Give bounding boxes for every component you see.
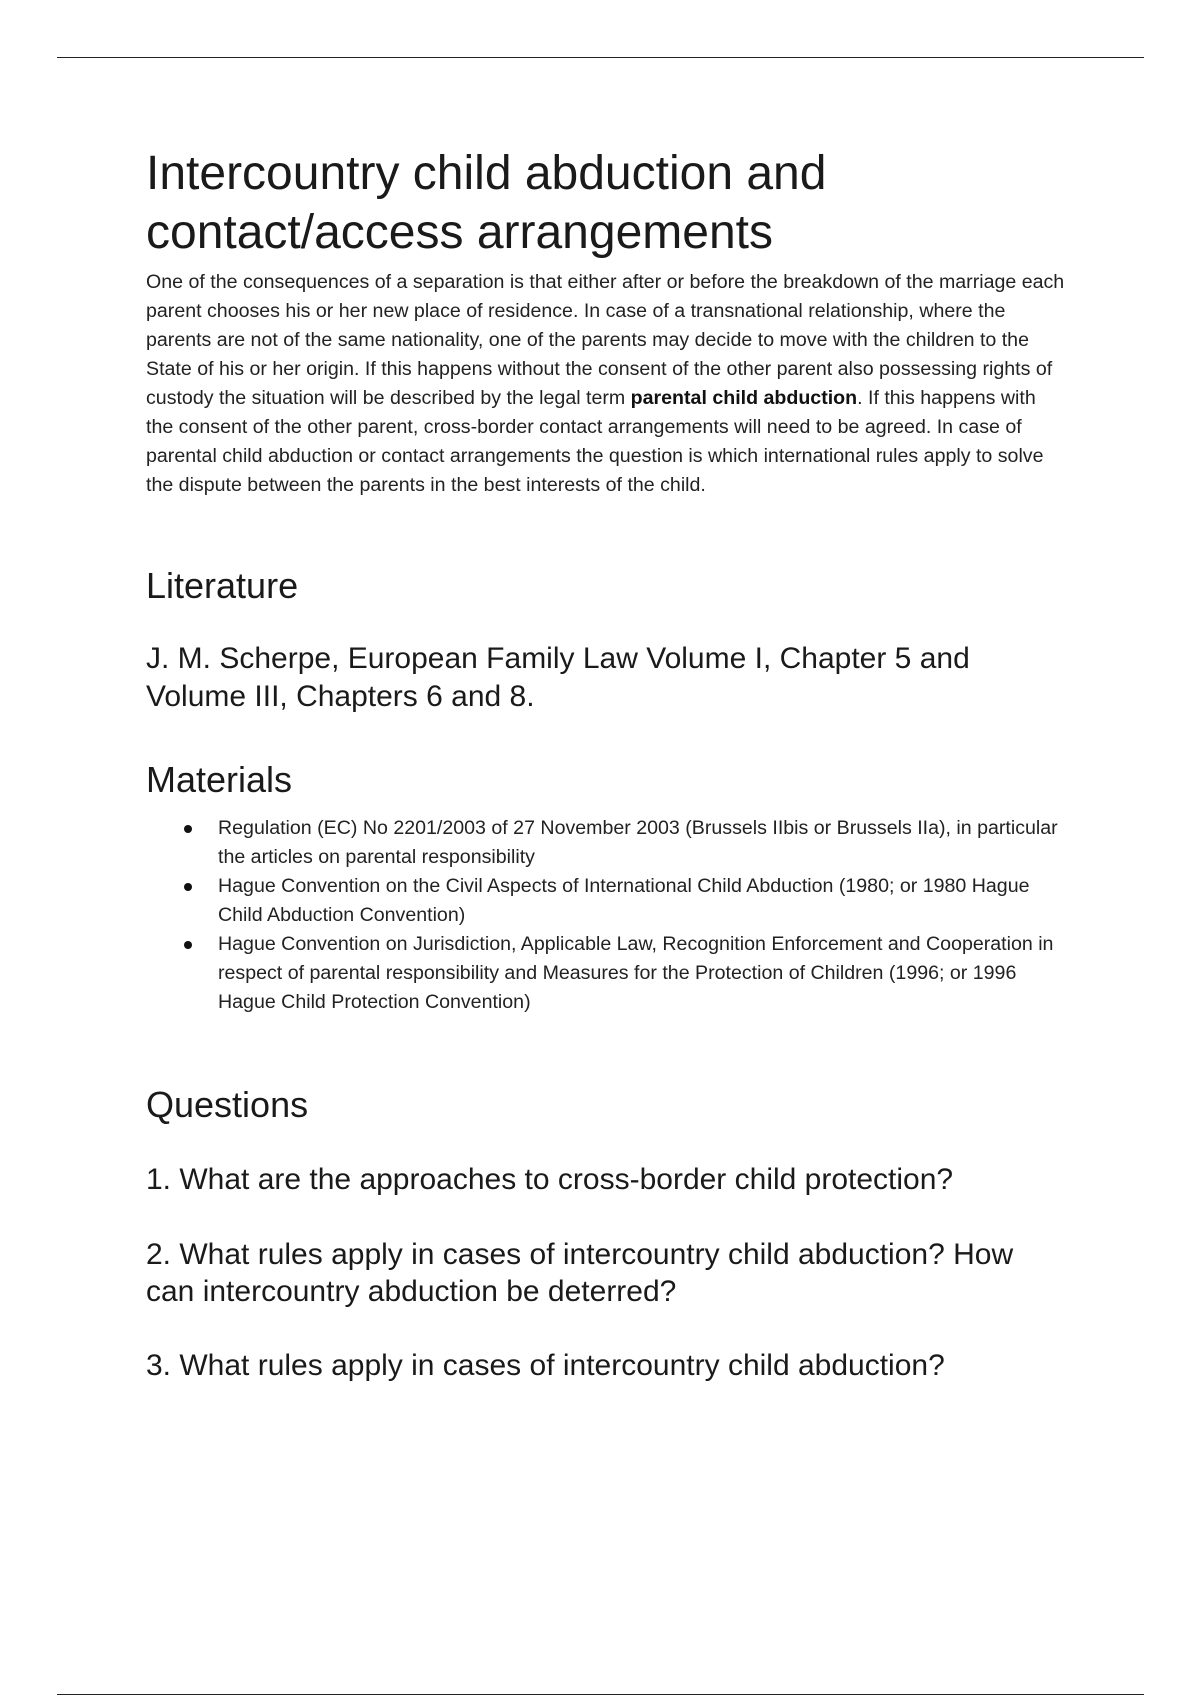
literature-text: J. M. Scherpe, European Family Law Volume I, Chapter 5 and Volume III, Chapters 6 and 8. xyxy=(146,642,970,713)
page-title: Intercountry child abduction and contact/access arrangements xyxy=(146,147,827,259)
bottom-rule xyxy=(57,1694,1144,1695)
materials-item-text: Hague Convention on the Civil Aspects of International Child Abduction (1980; or 1980 Hague Child Abduction Convention) xyxy=(218,875,1030,926)
question-1: 1. What are the approaches to cross-border child protection? xyxy=(146,1163,954,1196)
question-2: 2. What rules apply in cases of intercountry child abduction? How can intercountry abduction be deterred? xyxy=(146,1238,1014,1308)
intro-bold-term: parental child abduction xyxy=(630,387,858,409)
materials-item-text: Regulation (EC) No 2201/2003 of 27 November 2003 (Brussels IIbis or Brussels IIa), in particular the articles on parental responsibility xyxy=(218,817,1058,868)
materials-item xyxy=(146,814,1066,872)
top-rule xyxy=(57,57,1144,58)
intro-paragraph xyxy=(146,268,1066,500)
bullet-icon xyxy=(184,883,192,891)
intro-text-end: . If this happens with the consent of the other parent, cross-border contact arrangements will need to be agreed. In case of parental child abduction or contact arrangements the question is which international rules apply to solve the dispute between the parents in the best interests of the child. xyxy=(146,387,1044,496)
materials-heading: Materials xyxy=(146,759,293,800)
bullet-icon xyxy=(184,941,192,949)
questions-heading: Questions xyxy=(146,1084,309,1125)
materials-item xyxy=(146,872,1066,930)
bullet-icon xyxy=(184,825,192,833)
materials-item-text: Hague Convention on Jurisdiction, Applicable Law, Recognition Enforcement and Cooperation in respect of parental responsibility and Measures for the Protection of Children (1996; or 1996 Hague Child Protection Convention) xyxy=(218,933,1054,1013)
literature-heading: Literature xyxy=(146,565,299,606)
question-3: 3. What rules apply in cases of intercountry child abduction? xyxy=(146,1349,945,1382)
document-body xyxy=(146,144,1066,1384)
materials-item xyxy=(146,930,1066,1017)
materials-list xyxy=(146,814,1066,1017)
intro-text-start: One of the consequences of a separation is that either after or before the breakdown of the marriage each parent chooses his or her new place of residence. In case of a transnational relationship, where the parents are not of the same nationality, one of the parents may decide to move with the children to the State of his or her origin. If this happens without the consent of the other parent also possessing rights of custody the situation will be described by the legal term xyxy=(146,271,1065,409)
